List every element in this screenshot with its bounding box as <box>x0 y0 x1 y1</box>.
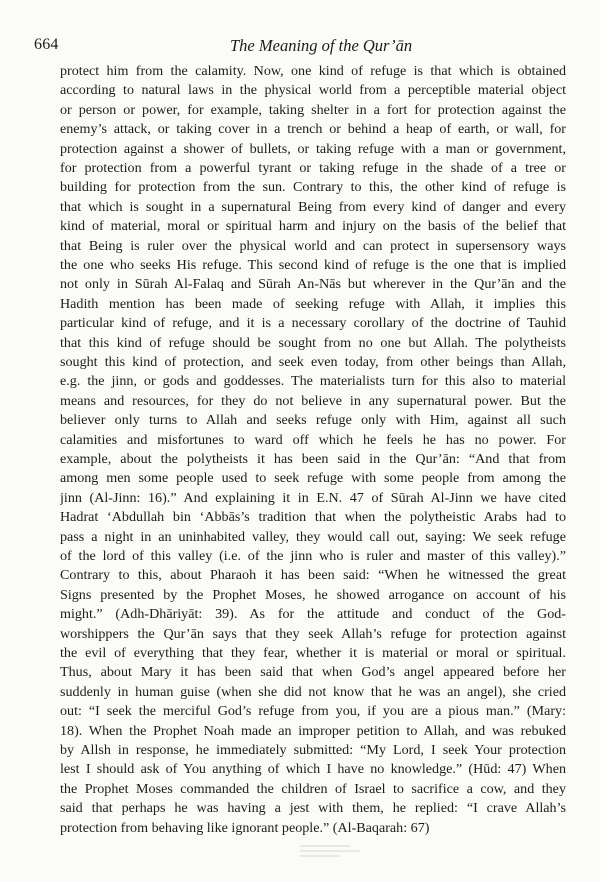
text-line: Signs presented by the Prophet Moses, he showed arrogance on account of his <box>60 586 566 603</box>
text-line: Contrary to this, about Pharaoh it has been said: “When he witnessed the great <box>60 567 566 584</box>
text-line: that Being is ruler over the physical world and can protect in supersensory ways <box>60 237 566 254</box>
text-line: protection against a shower of bullets, or taking refuge with a man or government, <box>60 140 566 157</box>
text-line: example, about the polytheists it has been said in the Qur’ān: “And that from <box>60 451 566 467</box>
show-through-artifact <box>300 842 360 866</box>
text-line: said that perhaps he was having a jest with them, he replied: “I crave Allah’s <box>60 800 566 817</box>
text-line: protect him from the calamity. Now, one kind of refuge is that which is obtained <box>60 63 566 79</box>
text-line: Hadrat ‘Abdullah bin ‘Abbās’s tradition that when the polytheistic Arabs had to <box>60 509 566 526</box>
text-line: Thus, about Mary it has been said that when God’s angel appeared before her <box>60 664 566 681</box>
text-line: the Prophet Moses commanded the children of Israel to sacrifice a cow, and they <box>60 780 566 797</box>
text-line: jinn (Al-Jinn: 16).” And explaining it in E.N. 47 of Sūrah Al-Jinn we have cited <box>60 489 566 506</box>
text-line: worshippers the Qur’ān says that they seek Allah’s refuge for protection against <box>60 625 566 642</box>
text-line: that which is sought in a supernatural Being from every kind of danger and every <box>60 198 566 215</box>
text-line: protection from behaving like ignorant people.” (Al-Baqarah: 67) <box>60 819 430 836</box>
text-line: the one who seeks His refuge. This second kind of refuge is the one that is implied <box>60 257 566 273</box>
text-line: believer only turns to Allah and seeks refuge only with Him, against all such <box>60 412 566 429</box>
text-line: calamities and misfortunes to ward off which he feels he has no power. For <box>60 431 566 448</box>
text-line: the evil of everything that they fear, whether it is material or moral or spiritual. <box>60 645 566 661</box>
text-line: might.” (Adh-Dhāriyāt: 39). As for the attitude and conduct of the God- <box>60 606 566 623</box>
text-line: out: “I seek the merciful God’s refuge from you, if you are a pious man.” (Mary: <box>60 703 566 720</box>
text-line: according to natural laws in the physical world from a perceptible material object <box>60 82 566 99</box>
text-line: for protection from a powerful tyrant or taking refuge in the shade of a tree or <box>60 160 566 176</box>
text-line: particular kind of refuge, and it is a necessary corollary of the doctrine of Tauhid <box>60 315 566 332</box>
text-line: sought this kind of protection, and seek even today, from other beings than Allah, <box>60 354 566 370</box>
text-line: that this kind of refuge should be sought from no one but Allah. The polytheists <box>60 334 566 351</box>
text-line: not only in Sūrah Al-Falaq and Sūrah An-Nās but wherever in the Qur’ān and the <box>60 276 566 293</box>
text-line: means and resources, for they do not believe in any supernatural power. But the <box>60 392 566 409</box>
text-line: lest I should ask of You anything of which I have no knowledge.” (Hūd: 47) When <box>60 761 566 778</box>
text-line: pass a night in an uninhabited valley, they would call out, saying: We seek refuge <box>60 528 566 545</box>
text-line: or person or power, for example, taking shelter in a fort for protection against the <box>60 101 566 118</box>
text-line: e.g. the jinn, or gods and goddesses. The materialists turn for this also to material <box>60 373 566 390</box>
page-header <box>0 36 600 58</box>
text-line: 18). When the Prophet Noah made an improper petition to Allah, and was rebuked <box>60 722 566 739</box>
page-number: 664 <box>34 36 59 53</box>
text-line: by Allsh in response, he immediately submitted: “My Lord, I seek Your protection <box>60 742 566 758</box>
text-line: building for protection from the sun. Contrary to this, the other kind of refuge is <box>60 179 566 196</box>
text-line: kind of material, moral or spiritual harm and injury on the basis of the belief that <box>60 218 566 235</box>
text-line: among men some people used to seek refuge with some people from among the <box>60 470 566 487</box>
text-line: of the lord of this valley (i.e. of the jinn who is ruler and master of this valley).” <box>60 548 566 564</box>
text-line: suddenly in human guise (when she did not know that he was an angel), she cried <box>60 683 566 700</box>
text-line: enemy’s attack, or taking cover in a trench or behind a heap of earth, or wall, for <box>60 121 566 138</box>
running-title: The Meaning of the Qur’ān <box>230 36 413 55</box>
text-line: Hadith mention has been made of seeking refuge with Allah, it implies this <box>60 295 566 312</box>
